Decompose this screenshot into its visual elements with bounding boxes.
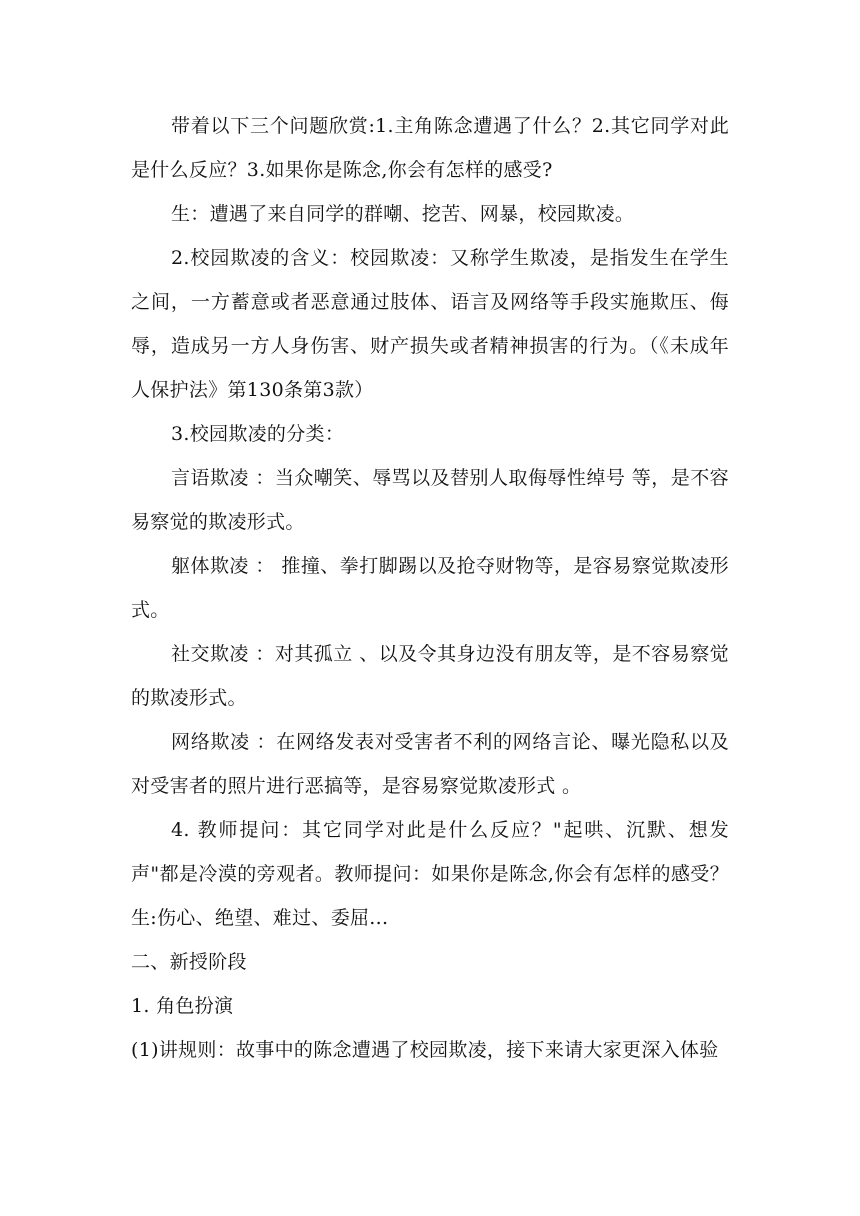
paragraph-social-bullying: 社交欺凌 ：对其孤立 、以及令其身边没有朋友等，是不容易察觉的欺凌形式。: [131, 643, 729, 709]
paragraph-questions-intro: 带着以下三个问题欣赏:1.主角陈念遭遇了什么？2.其它同学对此是什么反应？3.如果你是陈念,你会有怎样的感受?: [131, 115, 729, 181]
paragraph-physical-bullying: 躯体欺凌 ： 推撞、拳打脚踢以及抢夺财物等，是容易察觉欺凌形式。: [131, 555, 729, 621]
paragraph-verbal-bullying: 言语欺凌 ：当众嘲笑、辱骂以及替别人取侮辱性绰号 等，是不容易察觉的欺凌形式。: [131, 467, 729, 533]
paragraph-rules: (1)讲规则：故事中的陈念遭遇了校园欺凌，接下来请大家更深入体验: [131, 1039, 719, 1061]
section-heading-new-lesson: 二、新授阶段: [131, 951, 247, 973]
paragraph-bullying-types-heading: 3.校园欺凌的分类：: [171, 423, 345, 445]
document-body: [131, 104, 729, 1072]
paragraph-student-answer: 生：遭遇了来自同学的群嘲、挖苦、网暴，校园欺凌。: [171, 203, 635, 225]
paragraph-cyber-bullying: 网络欺凌 ：在网络发表对受害者不利的网络言论、曝光隐私以及对受害者的照片进行恶搞等，是容易察觉欺凌形式 。: [131, 731, 729, 797]
subheading-role-play: 1. 角色扮演: [131, 995, 234, 1017]
paragraph-teacher-questions: 4. 教师提问：其它同学对此是什么反应？"起哄、沉默、想发声"都是冷漠的旁观者。教师提问：如果你是陈念,你会有怎样的感受？生:伤心、绝望、难过、委屈...: [131, 819, 729, 929]
paragraph-bullying-definition: 2.校园欺凌的含义：校园欺凌：又称学生欺凌，是指发生在学生之间，一方蓄意或者恶意通过肢体、语言及网络等手段实施欺压、侮辱，造成另一方人身伤害、财产损失或者精神损害的行为。（《未成年人保护法》第130条第3款）: [131, 247, 729, 401]
